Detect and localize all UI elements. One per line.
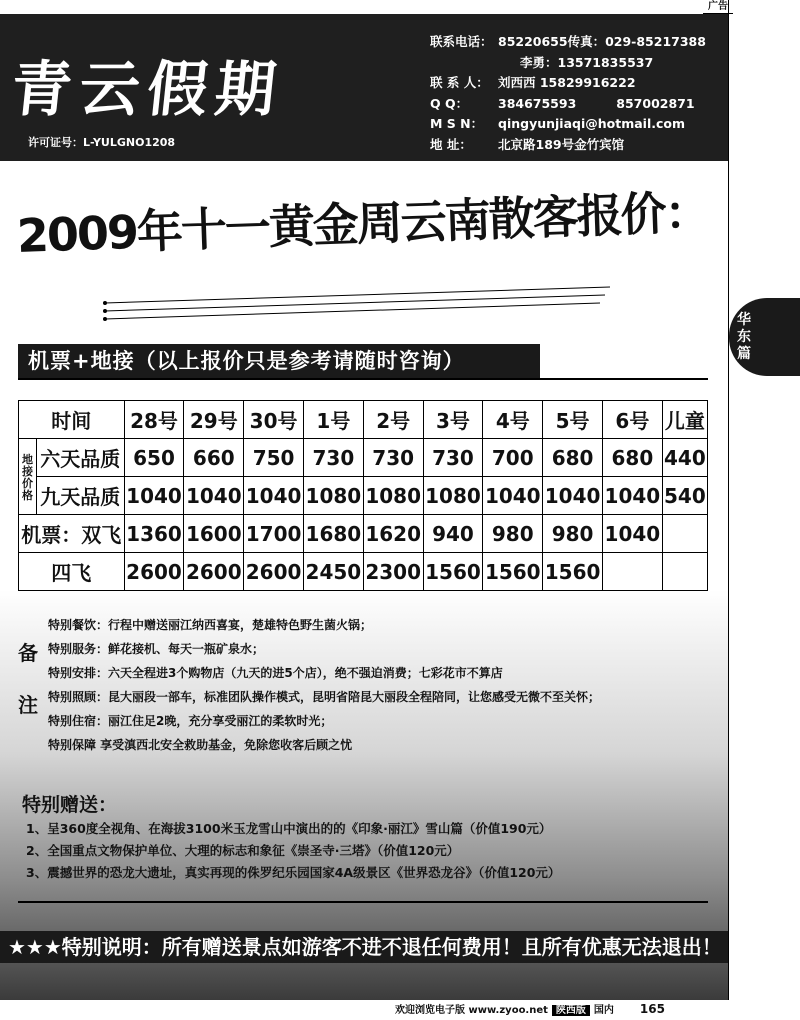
note-line: 特别服务：鲜花接机、每天一瓶矿泉水； — [48, 642, 265, 656]
footer-site[interactable]: 欢迎浏览电子版 www.zyoo.net — [395, 1005, 548, 1016]
side-divider — [728, 0, 729, 1000]
row-label: 四飞 — [19, 553, 125, 591]
list-item: 3、震撼世界的恐龙大遗址，真实再现的侏罗纪乐园国家4A级景区《世界恐龙谷》（价值120元） — [26, 865, 561, 880]
table-cell: 1040 — [244, 477, 304, 515]
notes-heading: 注 — [18, 693, 38, 717]
contact-info — [430, 32, 706, 155]
table-cell: 730 — [303, 439, 363, 477]
table-header-cell: 4号 — [483, 401, 543, 439]
table-cell: 1360 — [124, 515, 184, 553]
table-cell: 1040 — [483, 477, 543, 515]
table-header-cell: 5号 — [543, 401, 603, 439]
table-cell: 1600 — [184, 515, 244, 553]
table-cell: 1080 — [423, 477, 483, 515]
group-label: 地接价格 — [19, 439, 37, 515]
notes-heading: 备 — [18, 641, 38, 665]
contact-row: 地 址： 北京路189号金竹宾馆 — [430, 136, 625, 152]
table-cell: 1680 — [303, 515, 363, 553]
table-cell: 2600 — [244, 553, 304, 591]
brand-logo: 青云假期 — [7, 55, 288, 125]
header — [0, 14, 728, 161]
table-cell — [662, 515, 707, 553]
table-cell: 730 — [363, 439, 423, 477]
list-item: 2、全国重点文物保护单位、大理的标志和象征《崇圣寺·三塔》（价值120元） — [26, 843, 460, 858]
table-cell: 1040 — [602, 515, 662, 553]
table-header-cell: 30号 — [244, 401, 304, 439]
contact-row: Q Q： 384675593 857002871 — [430, 95, 695, 111]
table-cell: 1700 — [244, 515, 304, 553]
ad-tag: 广告 — [703, 0, 733, 14]
table-cell: 680 — [543, 439, 603, 477]
table-header-cell: 28号 — [124, 401, 184, 439]
table-cell: 540 — [662, 477, 707, 515]
special-notice: ★★★特别说明：所有赠送景点如游客不进不退任何费用！且所有优惠无法退出！ — [0, 931, 728, 963]
divider — [18, 901, 708, 903]
table-cell: 2450 — [303, 553, 363, 591]
table-cell: 980 — [483, 515, 543, 553]
note-line: 特别安排：六天全程进3个购物店（九天的进5个店），绝不强迫消费；七彩花市不算店 — [48, 666, 503, 680]
table-cell: 1040 — [184, 477, 244, 515]
row-label: 机票：双飞 — [19, 515, 125, 553]
table-header-cell: 3号 — [423, 401, 483, 439]
table-cell: 1080 — [363, 477, 423, 515]
table-header-cell: 6号 — [602, 401, 662, 439]
note-line: 特别住宿：丽江住足2晚，充分享受丽江的柔软时光； — [48, 714, 333, 728]
table-header-cell: 时间 — [19, 401, 125, 439]
table-cell: 660 — [184, 439, 244, 477]
row-label: 九天品质 — [37, 477, 125, 515]
row-label: 六天品质 — [37, 439, 125, 477]
gifts-title: 特别赠送： — [22, 794, 118, 816]
table-row — [19, 439, 708, 477]
gifts-list — [26, 818, 560, 884]
license-number: 许可证号：L-YULGNO1208 — [28, 136, 176, 149]
note-line: 特别保障 享受滇西北安全救助基金，免除您收客后顾之忧 — [48, 738, 353, 752]
list-item: 1、呈360度全视角、在海拔3100米玉龙雪山中演出的的《印象·丽江》雪山篇（价值190元） — [26, 821, 552, 836]
table-row — [19, 477, 708, 515]
table-cell: 2300 — [363, 553, 423, 591]
table-row — [19, 553, 708, 591]
table-cell: 440 — [662, 439, 707, 477]
table-cell: 650 — [124, 439, 184, 477]
table-cell: 1560 — [423, 553, 483, 591]
table-cell: 700 — [483, 439, 543, 477]
table-cell: 1040 — [543, 477, 603, 515]
page-title: 2009年十一黄金周云南散客报价： — [16, 184, 710, 264]
note-line: 特别照顾：昆大丽段一部车，标准团队操作模式，昆明省陪昆大丽段全程陪同，让您感受无微不至关怀； — [48, 690, 601, 704]
section-tab-label: 华东篇 — [737, 312, 751, 362]
contact-row: 李勇：13571835537 — [520, 54, 654, 70]
table-header-cell: 29号 — [184, 401, 244, 439]
table-header-cell: 儿童 — [662, 401, 707, 439]
table-cell: 1560 — [483, 553, 543, 591]
table-cell: 980 — [543, 515, 603, 553]
table-cell: 2600 — [184, 553, 244, 591]
divider — [18, 378, 708, 380]
footer-region: 陕西版 — [552, 1005, 590, 1016]
table-cell: 1080 — [303, 477, 363, 515]
table-cell: 940 — [423, 515, 483, 553]
table-cell: 1040 — [602, 477, 662, 515]
decor-lines — [95, 285, 615, 325]
price-table — [18, 400, 708, 591]
table-cell: 750 — [244, 439, 304, 477]
footer-section: 国内 — [593, 1005, 614, 1016]
footer — [395, 1000, 665, 1018]
table-row — [19, 515, 708, 553]
contact-row: 联系电话： 85220655传真：029-85217388 — [430, 34, 706, 49]
contact-row: 联 系 人： 刘西西 15829916222 — [430, 75, 636, 90]
table-cell — [662, 553, 707, 591]
table-header-row — [19, 401, 708, 439]
table-cell: 730 — [423, 439, 483, 477]
table-cell: 1040 — [124, 477, 184, 515]
section-banner: 机票+地接（以上报价只是参考请随时咨询） — [18, 344, 540, 378]
table-header-cell: 2号 — [363, 401, 423, 439]
table-cell — [602, 553, 662, 591]
contact-row: M S N： qingyunjiaqi@hotmail.com — [430, 116, 686, 131]
page-number: 165 — [639, 1002, 665, 1016]
table-cell: 2600 — [124, 553, 184, 591]
table-header-cell: 1号 — [303, 401, 363, 439]
table-cell: 1560 — [543, 553, 603, 591]
note-line: 特别餐饮：行程中赠送丽江纳西喜宴，楚雄特色野生菌火锅； — [48, 618, 373, 632]
section-tab[interactable] — [729, 298, 800, 376]
table-cell: 1620 — [363, 515, 423, 553]
table-cell: 680 — [602, 439, 662, 477]
